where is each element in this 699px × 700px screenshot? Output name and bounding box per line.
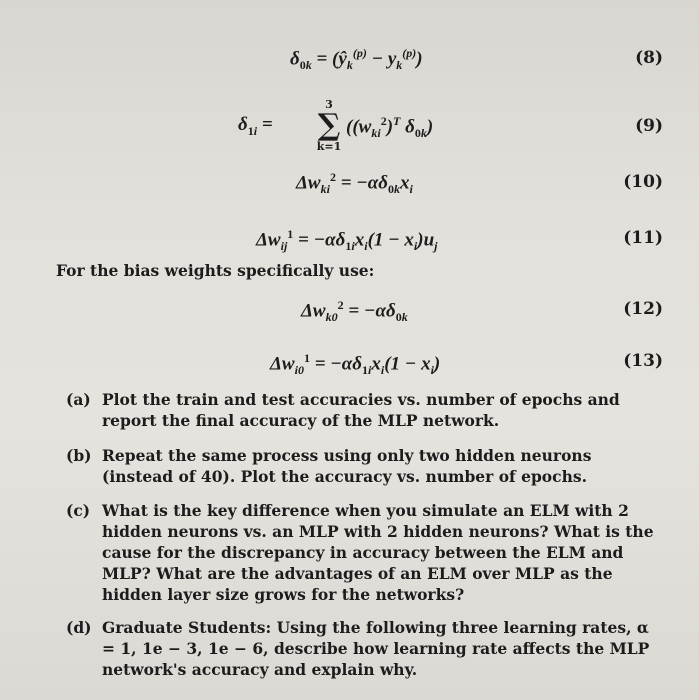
item-text: Repeat the same process using only two hidden neurons (instead of 40). Plot the accuracy vs. number of epochs. xyxy=(102,446,592,486)
equation-number-9: (9) xyxy=(635,116,663,136)
equation-10: $\Delta w_{ki}^2 = -\alpha\delta_{0k}x_i$ xyxy=(296,170,413,197)
sum-lower-limit: k=1 xyxy=(316,140,342,153)
equation-9: $\delta_{1i}$ = xyxy=(238,114,273,138)
equation-9-body: ($(w_{ki}^2)^T$ $\delta_{0k}$) xyxy=(346,114,434,141)
item-text xyxy=(102,617,664,680)
item-label: (c) xyxy=(66,501,91,520)
equation-13: $\Delta w_{i0}^1 = -\alpha\delta_{1i}x_i(1 - x_i)$ xyxy=(270,351,441,378)
item-lead: Graduate Students: xyxy=(102,618,272,637)
item-label: (a) xyxy=(66,390,91,409)
sum-upper-limit: 3 xyxy=(325,98,333,111)
equation-number-12: (12) xyxy=(623,299,663,319)
question-item-a xyxy=(66,389,664,431)
question-item-d xyxy=(66,617,664,680)
item-label: (b) xyxy=(66,446,92,465)
equation-12: $\Delta w_{k0}^2 = -\alpha\delta_{0k}$ xyxy=(301,298,408,325)
equation-8: $\delta_{0k}$ = $(ŷ_k^{(p)} - y_k^{(p)})$ xyxy=(290,46,423,73)
sigma-glyph: ∑ xyxy=(317,108,341,143)
item-text-rest: Using the following three learning rates, α = 1, 1e − 3, 1e − 6, describe how learning rate affects the MLP network's accuracy and explain why. xyxy=(102,618,650,679)
item-text: Plot the train and test accuracies vs. number of epochs and report the final accuracy of the MLP network. xyxy=(102,390,620,430)
question-item-b xyxy=(66,445,664,487)
question-item-c xyxy=(66,500,664,605)
equation-number-11: (11) xyxy=(623,228,663,248)
summation-symbol xyxy=(315,99,343,153)
equation-11: $\Delta w_{ij}^1 = -\alpha\delta_{1i}x_i(1 - x_i)u_j$ xyxy=(256,227,438,254)
item-text: What is the key difference when you simulate an ELM with 2 hidden neurons vs. an MLP with 2 hidden neurons? What is the cause for the discrepancy in accuracy between the ELM and MLP? What are the advantages of an ELM over MLP as the hidden layer size grows for the networks? xyxy=(102,501,654,604)
item-label: (d) xyxy=(66,618,92,637)
equation-number-13: (13) xyxy=(623,351,663,371)
bias-weights-intro: For the bias weights specifically use: xyxy=(56,261,375,280)
equation-number-10: (10) xyxy=(623,172,663,192)
equation-number-8: (8) xyxy=(635,48,663,68)
